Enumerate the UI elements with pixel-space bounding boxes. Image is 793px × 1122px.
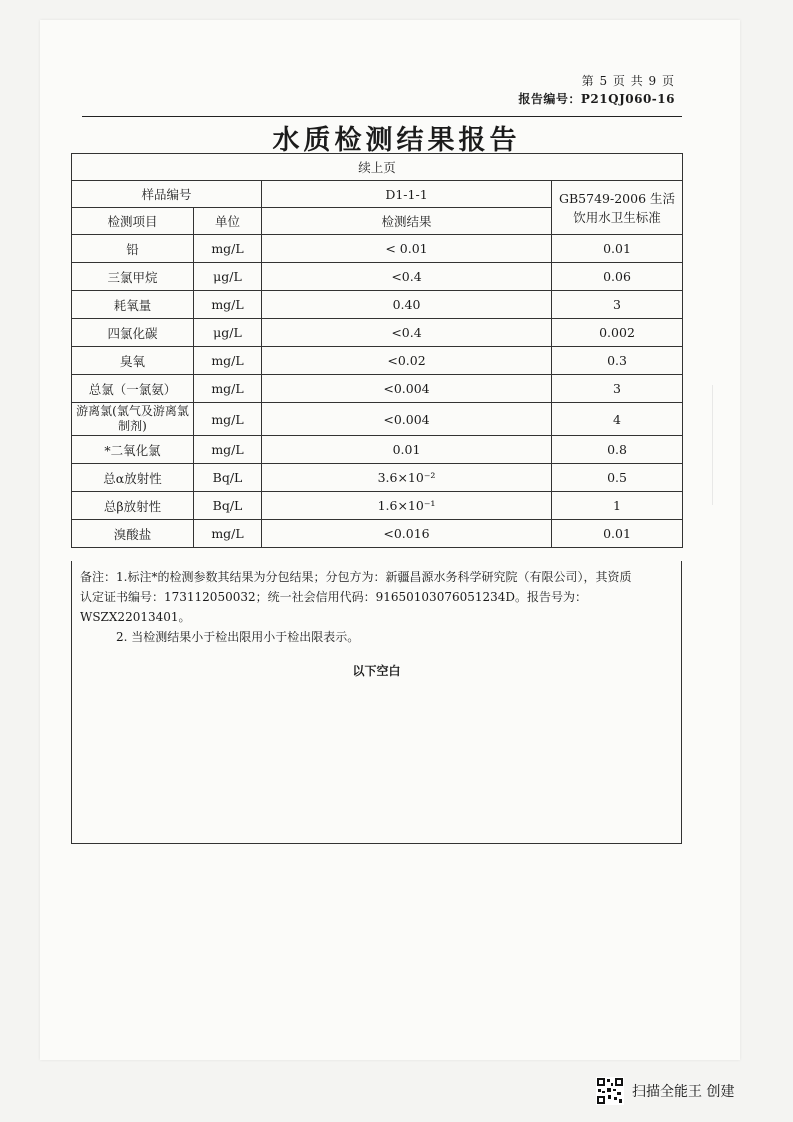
row-result: <0.004 [262,403,552,436]
row-result: <0.004 [262,375,552,403]
col-unit-header: 单位 [194,208,262,235]
row-item: 四氯化碳 [72,319,194,347]
row-item: *二氧化氯 [72,436,194,464]
row-limit: 0.3 [552,347,683,375]
note-line-3: 2. 当检测结果小于检出限用小于检出限表示。 [116,630,360,644]
results-table [71,153,683,548]
table-row [72,263,683,291]
row-unit: μg/L [194,263,262,291]
row-unit: mg/L [194,235,262,263]
row-result: <0.016 [262,520,552,548]
qr-code-icon [596,1077,624,1105]
note-line-1: 备注：1.标注*的检测参数其结果为分包结果；分包方为：新疆昌源水务科学研究院（有限公司），其资质 [80,570,632,584]
sample-id: D1-1-1 [262,181,552,208]
row-result: 3.6×10⁻² [262,464,552,492]
row-unit: mg/L [194,436,262,464]
row-limit: 0.06 [552,263,683,291]
row-unit: mg/L [194,291,262,319]
header-rule [82,116,682,117]
sample-id-label: 样品编号 [72,181,262,208]
row-result: 0.40 [262,291,552,319]
row-unit: mg/L [194,347,262,375]
table-row [72,291,683,319]
row-limit: 4 [552,403,683,436]
table-row [72,319,683,347]
row-limit: 0.01 [552,520,683,548]
row-result: <0.4 [262,319,552,347]
table-row [72,464,683,492]
row-item: 游离氯(氯气及游离氯制剂) [72,403,194,436]
row-unit: mg/L [194,403,262,436]
row-item: 总氯（一氯氨） [72,375,194,403]
col-item-header: 检测项目 [72,208,194,235]
row-item: 铅 [72,235,194,263]
table-row [72,235,683,263]
continued-label: 续上页 [72,154,683,181]
row-limit: 0.5 [552,464,683,492]
table-row [72,375,683,403]
row-limit: 0.002 [552,319,683,347]
page-info: 第 5 页 共 9 页 [581,74,675,88]
footer-text: 扫描全能王 创建 [632,1084,735,1100]
row-item: 耗氧量 [72,291,194,319]
row-limit: 3 [552,291,683,319]
standard-header: GB5749-2006 生活饮用水卫生标准 [552,181,683,235]
report-number: 报告编号：P21QJ060-16 [518,92,675,106]
blank-below-label: 以下空白 [352,664,401,678]
row-limit: 1 [552,492,683,520]
row-limit: 3 [552,375,683,403]
scan-edge-mark [712,385,739,505]
row-result: 1.6×10⁻¹ [262,492,552,520]
row-unit: mg/L [194,520,262,548]
col-result-header: 检测结果 [262,208,552,235]
row-result: <0.4 [262,263,552,291]
row-item: 总β放射性 [72,492,194,520]
row-result: <0.02 [262,347,552,375]
scanner-footer [596,1077,734,1105]
table-row [72,492,683,520]
notes-section [71,561,682,844]
row-unit: mg/L [194,375,262,403]
table-row [72,403,683,436]
row-unit: Bq/L [194,464,262,492]
row-item: 溴酸盐 [72,520,194,548]
table-row [72,347,683,375]
row-item: 臭氧 [72,347,194,375]
row-limit: 0.01 [552,235,683,263]
row-item: 三氯甲烷 [72,263,194,291]
note-line-2: 认定证书编号：173112050032；统一社会信用代码：91650103076051234D。报告号为：WSZX22013401。 [80,590,588,624]
table-row [72,436,683,464]
row-result: 0.01 [262,436,552,464]
row-result: < 0.01 [262,235,552,263]
row-limit: 0.8 [552,436,683,464]
row-unit: μg/L [194,319,262,347]
row-item: 总α放射性 [72,464,194,492]
table-row [72,520,683,548]
page-title: 水质检测结果报告 [272,125,521,156]
row-unit: Bq/L [194,492,262,520]
